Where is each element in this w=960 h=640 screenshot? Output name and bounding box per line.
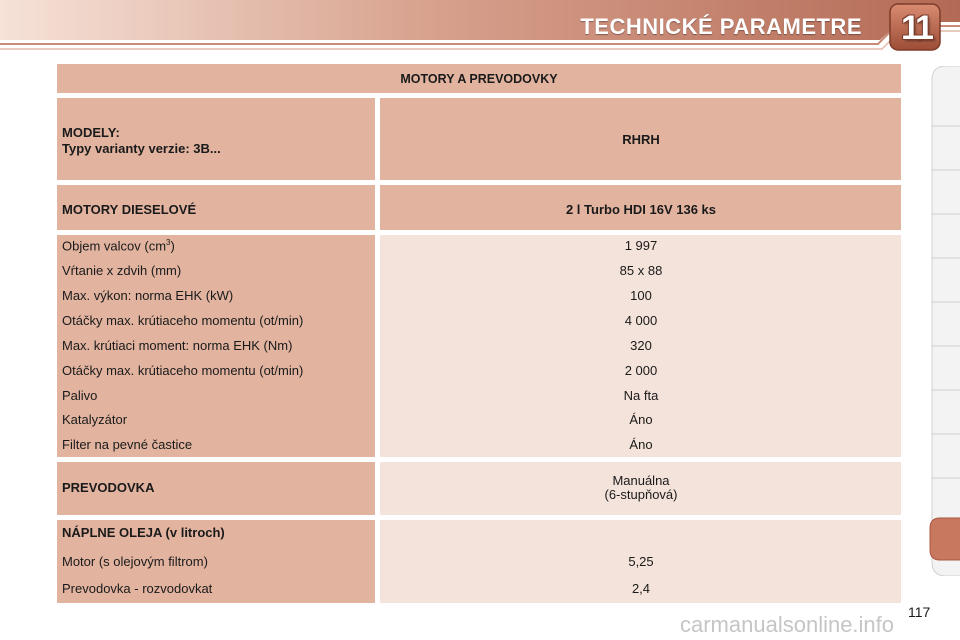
- spec-value: 2 000: [624, 363, 658, 378]
- chapter-number-badge: 11: [901, 9, 931, 47]
- spec-label: Max. výkon: norma EHK (kW): [62, 288, 234, 303]
- spec-value: Áno: [629, 412, 653, 427]
- oil-row-value: 5,25: [628, 554, 654, 569]
- spec-label: Otáčky max. krútiaceho momentu (ot/min): [62, 313, 304, 328]
- spec-label: Filter na pevné častice: [62, 437, 193, 452]
- gearbox-value: Manuálna: [612, 473, 670, 488]
- gearbox-label: PREVODOVKA: [62, 480, 155, 495]
- spec-label: Objem valcov $(cm^3)$: [62, 238, 175, 254]
- engines-value: 2 l Turbo HDI 16V 136 ks: [565, 202, 717, 217]
- oil-label: NÁPLNE OLEJA (v litroch): [62, 525, 225, 540]
- spec-value: 100: [630, 288, 652, 303]
- spec-label: Palivo: [62, 388, 98, 403]
- oil-row-value: 2,4: [631, 581, 651, 596]
- models-sublabel: Typy varianty verzie: 3B...: [62, 141, 221, 156]
- gearbox-value-detail: (6-stupňová): [604, 487, 678, 502]
- spec-value: Na fta: [623, 388, 659, 403]
- oil-row-label: Motor (s olejovým filtrom): [62, 554, 208, 569]
- spec-label: Katalyzátor: [62, 412, 128, 427]
- spec-value: 85 x 88: [619, 263, 663, 278]
- page-title: TECHNICKÉ PARAMETRE: [580, 14, 862, 39]
- active-chapter-tab: [930, 518, 960, 560]
- models-value: RHRH: [622, 132, 660, 147]
- spec-label: Otáčky max. krútiaceho momentu (ot/min): [62, 363, 304, 378]
- oil-row-label: Prevodovka - rozvodovkat: [62, 581, 213, 596]
- spec-label: Vŕtanie x zdvih (mm): [62, 263, 182, 278]
- spec-value: 4 000: [624, 313, 658, 328]
- page-header: [0, 0, 960, 52]
- spec-value: Áno: [629, 437, 653, 452]
- table-title: MOTORY A PREVODOVKY: [400, 72, 558, 86]
- engines-label: MOTORY DIESELOVÉ: [62, 202, 197, 217]
- chapter-tab-rail: [928, 66, 960, 576]
- spec-value: 320: [630, 338, 652, 353]
- models-label: MODELY:: [62, 125, 120, 140]
- spec-value: 1 997: [624, 238, 658, 253]
- spec-label: Max. krútiaci moment: norma EHK (Nm): [62, 338, 293, 353]
- table-title-cell: [57, 64, 901, 93]
- watermark: carmanualsonline.info: [680, 612, 895, 637]
- page-number: 117: [908, 604, 931, 620]
